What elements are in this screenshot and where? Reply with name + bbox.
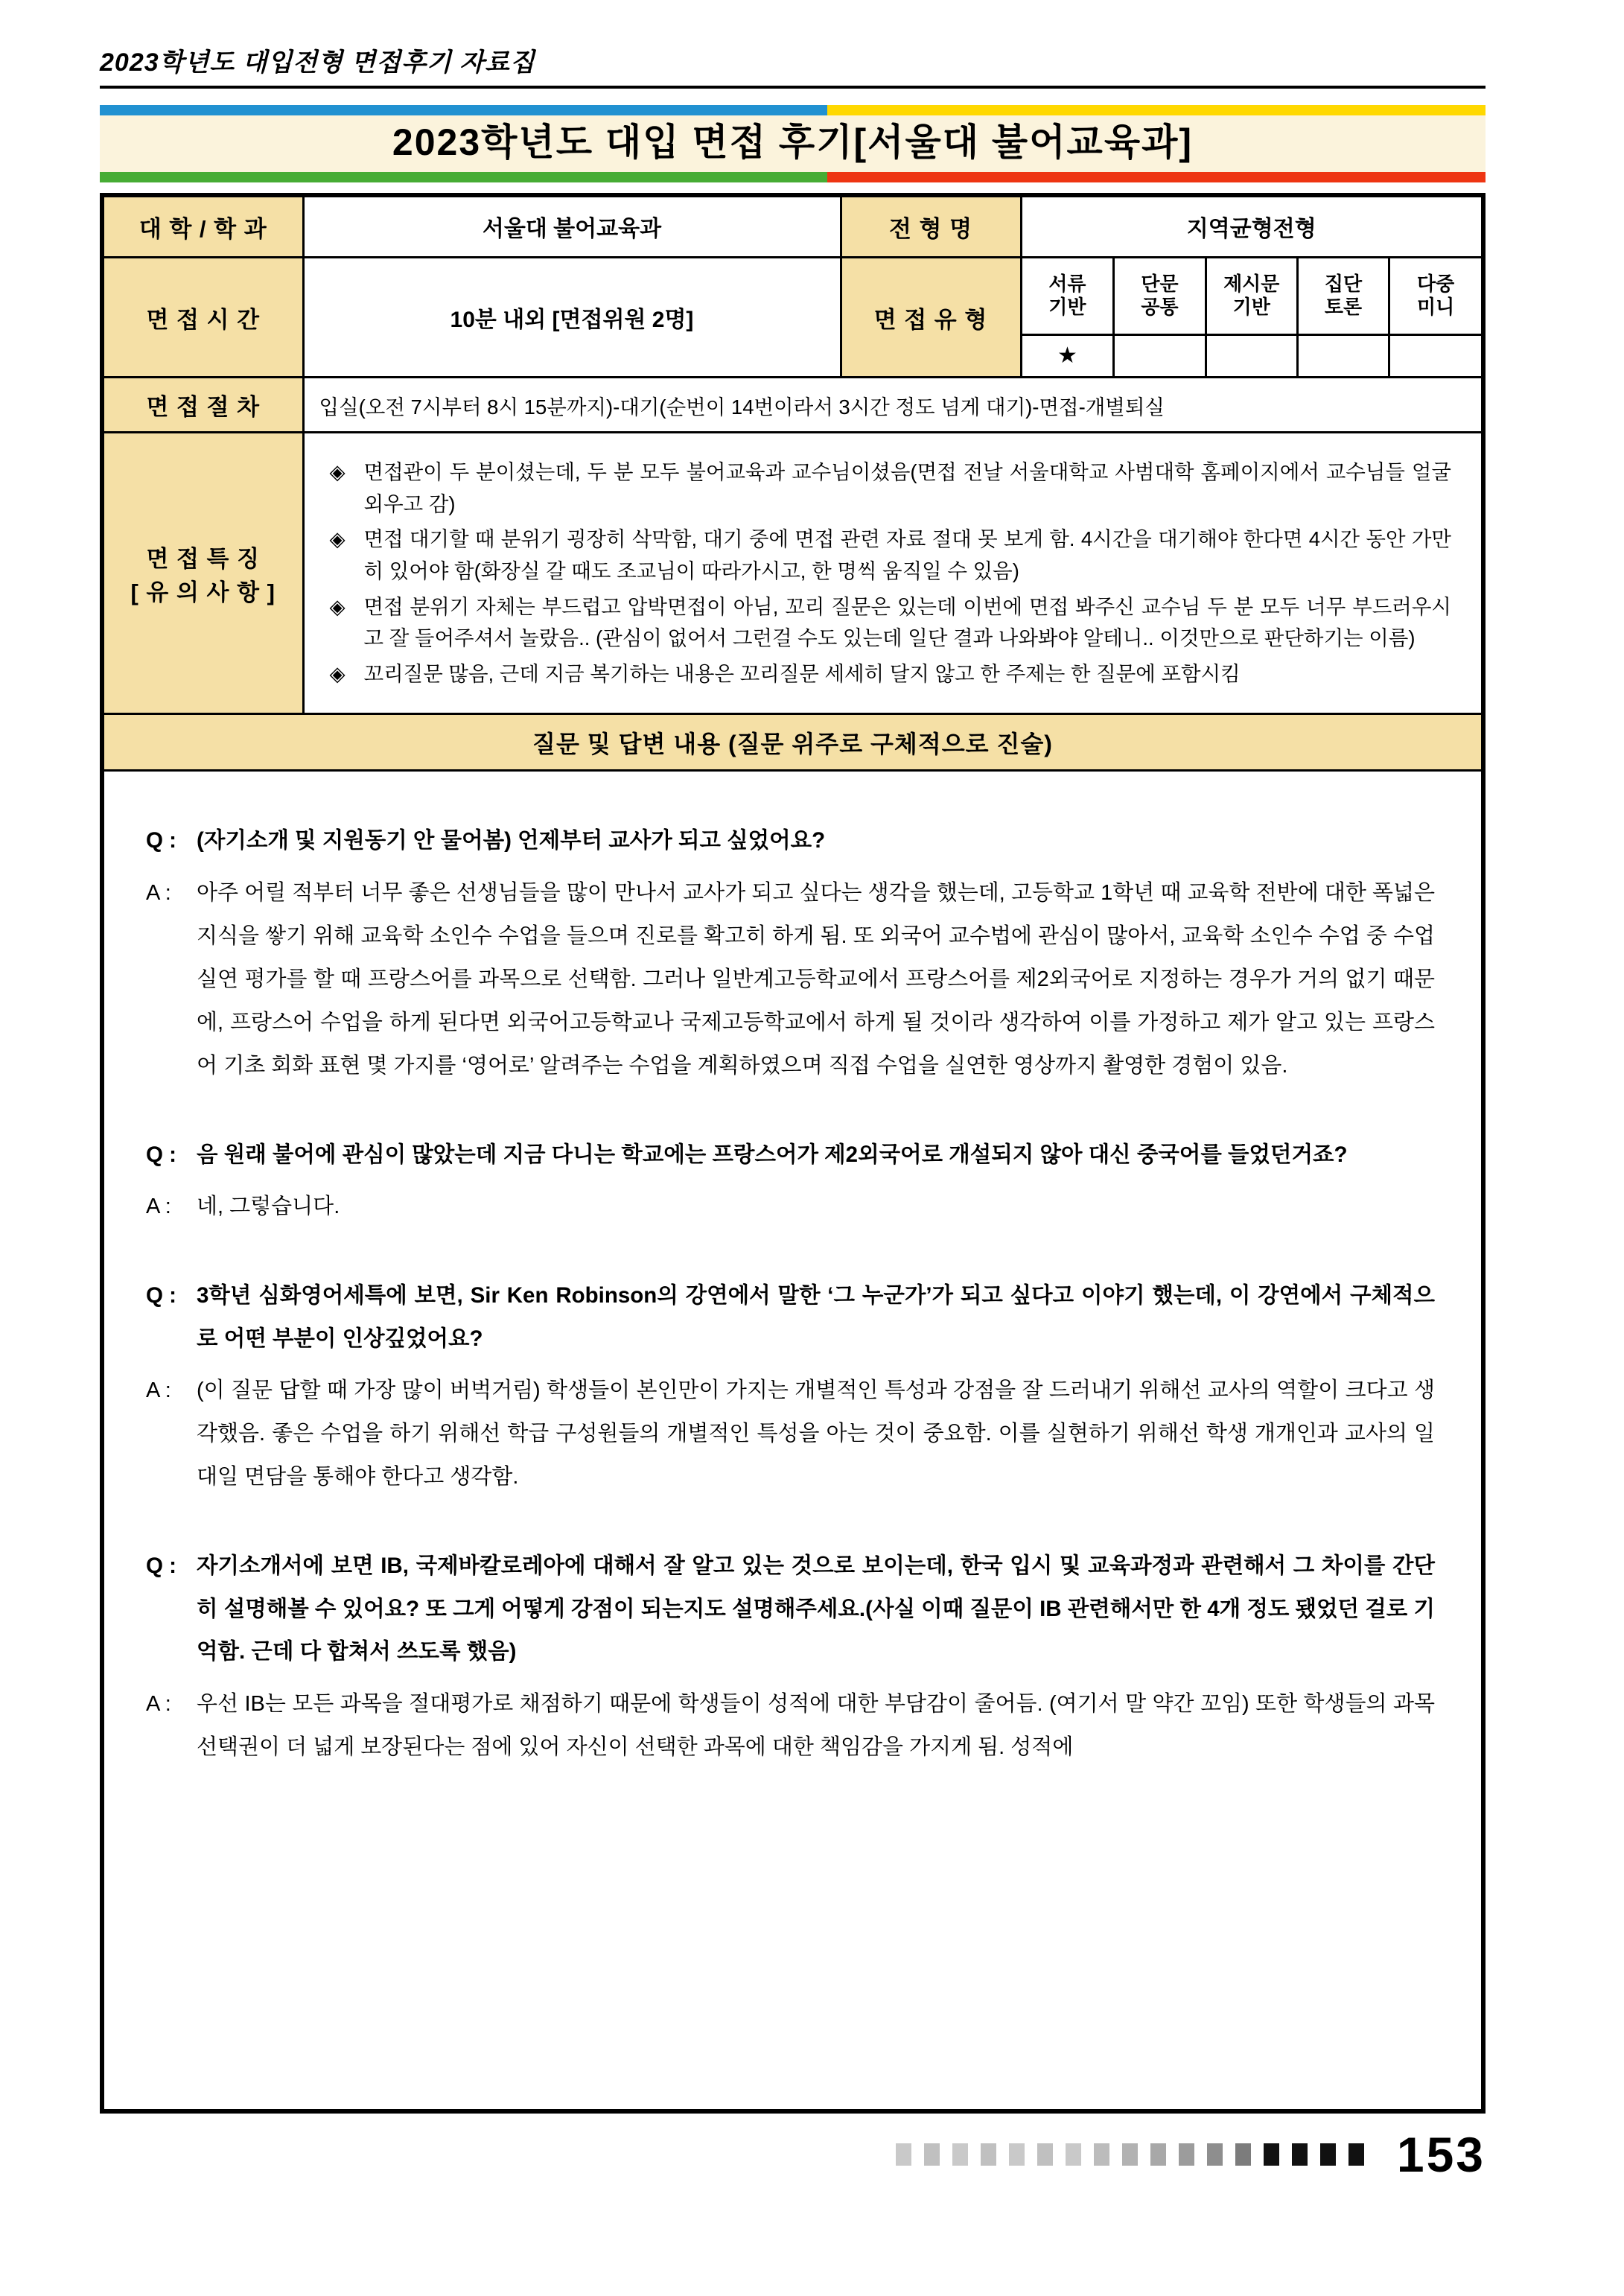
- admission-type-value: 지역균형전형: [1021, 195, 1483, 258]
- page-title: 2023학년도 대입 면접 후기[서울대 불어교육과]: [392, 121, 1194, 163]
- interview-time-value: 10분 내외 [면접위원 2명]: [303, 258, 841, 378]
- format-mark-passage-based: [1206, 334, 1297, 376]
- question-text: 자기소개서에 보면 IB, 국제바칼로레아에 대해서 잘 알고 있는 것으로 보이는데, 한국 입시 및 교육과정과 관련해서 그 차이를 간단히 설명해볼 수 있어요? 또 그게 어떻게 강점이 되는지도 설명해주세요.(사실 이때 질문이 IB 관련해서만 한 4개 정도 됐었던 걸로 기억함. 근데 다 합쳐서 쓰도록 했음): [197, 1554, 1435, 1664]
- format-options-header-row: [1022, 258, 1482, 334]
- footer-square: [1122, 2143, 1138, 2166]
- diamond-bullet-icon: ◈: [329, 661, 346, 685]
- footer-square: [1066, 2143, 1081, 2166]
- question-text: (자기소개 및 지원동기 안 물어봄) 언제부터 교사가 되고 싶었어요?: [197, 828, 826, 853]
- page-footer: [100, 2126, 1486, 2182]
- running-head: [100, 42, 1486, 89]
- banner-top-stripe: [100, 105, 1486, 115]
- question-prefix: Q :: [146, 1142, 176, 1167]
- answer-prefix: A :: [146, 1378, 171, 1403]
- interview-format-cell: [1021, 258, 1483, 378]
- answer-prefix: A :: [146, 880, 171, 905]
- question: [146, 1133, 1435, 1177]
- label-interview-time: 면 접 시 간: [102, 258, 303, 378]
- answer-prefix: A :: [146, 1195, 171, 1219]
- row-qa-body: [102, 771, 1483, 2111]
- question: [146, 819, 1435, 862]
- footer-square: [1320, 2143, 1336, 2166]
- answer: [146, 1682, 1435, 1769]
- format-option-group-discussion: 집단 토론: [1297, 258, 1389, 334]
- format-mark-doc-based: ★: [1057, 343, 1077, 369]
- row-features: [102, 433, 1483, 714]
- format-options-table: [1022, 258, 1482, 376]
- diamond-bullet-icon: ◈: [329, 527, 346, 551]
- footer-square: [1094, 2143, 1109, 2166]
- answer: [146, 1185, 1435, 1228]
- department-value: 서울대 불어교육과: [303, 195, 841, 258]
- footer-square: [981, 2143, 996, 2166]
- label-features-line2: [ 유 의 사 항 ]: [130, 579, 276, 605]
- row-qa-header: [102, 714, 1483, 771]
- format-mark-group-discussion: [1297, 334, 1389, 376]
- features-list: [303, 433, 1483, 714]
- format-option-doc-based: 서류 기반: [1022, 258, 1114, 334]
- row-interview-time: [102, 258, 1483, 378]
- answer-text: 아주 어릴 적부터 너무 좋은 선생님들을 많이 만나서 교사가 되고 싶다는 생각을 했는데, 고등학교 1학년 때 교육학 전반에 대한 폭넓은 지식을 쌓기 위해 교육학 소인수 수업을 들으며 진로를 확고히 하게 됨. 또 외국어 교수법에 관심이 많아서, 교육학 소인수 수업 중 수업실연 평가를 할 때 프랑스어를 과목으로 선택함. 그러나 일반계고등학교에서 프랑스어를 제2외국어로 지정하는 경우가 거의 없기 때문에, 프랑스어 수업을 하게 된다면 외국어고등학교나 국제고등학교에서 하게 될 것이라 생각하여 이를 가정하고 제가 알고 있는 프랑스어 기초 회화 표현 몇 가지를 ‘영어로’ 알려주는 수업을 계획하였으며 직접 수업을 실연한 영상까지 촬영한 경험이 있음.: [197, 880, 1435, 1078]
- banner-stripe-blue: [100, 105, 827, 115]
- label-features-line1: 면 접 특 징: [146, 545, 261, 572]
- running-head-title: 2023학년도 대입전형 면접후기 자료집: [100, 48, 535, 77]
- banner-stripe-yellow: [827, 105, 1486, 115]
- label-department: 대 학 / 학 과: [102, 195, 303, 258]
- title-banner: [100, 105, 1486, 182]
- label-features: [102, 433, 303, 714]
- format-option-multi-mini: 다중 미니: [1389, 258, 1481, 334]
- feature-text: 면접 분위기 자체는 부드럽고 압박면접이 아님, 꼬리 질문은 있는데 이번에 면접 봐주신 교수님 두 분 모두 너무 부드러우시고 잘 들어주셔서 놀랐음.. (관심이 없어서 그런걸 수도 있는데 일단 결과 나와봐야 알테니.. 이것만으로 판단하기는 이름): [363, 594, 1451, 650]
- feature-item: [330, 591, 1452, 655]
- question-prefix: Q :: [146, 1283, 176, 1308]
- question-prefix: Q :: [146, 1554, 176, 1579]
- diamond-bullet-icon: ◈: [329, 594, 346, 618]
- format-option-short-common: 단문 공통: [1114, 258, 1206, 334]
- qa-block: [146, 1133, 1435, 1229]
- row-procedure: [102, 378, 1483, 433]
- banner-bottom-stripe: [100, 172, 1486, 182]
- banner-middle: [100, 115, 1486, 172]
- banner-stripe-green: [100, 172, 827, 182]
- feature-text: 면접 대기할 때 분위기 굉장히 삭막함, 대기 중에 면접 관련 자료 절대 못 보게 함. 4시간을 대기해야 한다면 4시간 동안 가만히 있어야 함(화장실 갈 때도 조교님이 따라가시고, 한 명씩 움직일 수 있음): [363, 527, 1451, 582]
- footer-square: [1037, 2143, 1053, 2166]
- footer-square: [1292, 2143, 1308, 2166]
- footer-square: [952, 2143, 968, 2166]
- question-text: 3학년 심화영어세특에 보면, Sir Ken Robinson의 강연에서 말한 ‘그 누군가’가 되고 싶다고 이야기 했는데, 이 강연에서 구체적으로 어떤 부분이 인상깊었어요?: [197, 1283, 1435, 1351]
- question-text: 음 원래 불어에 관심이 많았는데 지금 다니는 학교에는 프랑스어가 제2외국어로 개설되지 않아 대신 중국어를 들었던거죠?: [197, 1142, 1348, 1167]
- diamond-bullet-icon: ◈: [329, 460, 346, 483]
- footer-square: [1150, 2143, 1166, 2166]
- qa-section-title: 질문 및 답변 내용 (질문 위주로 구체적으로 진술): [102, 714, 1483, 771]
- feature-item: [330, 524, 1452, 587]
- answer-prefix: A :: [146, 1691, 171, 1716]
- feature-item: [330, 658, 1452, 690]
- format-mark-multi-mini: [1389, 334, 1481, 376]
- format-options-mark-row: [1022, 334, 1482, 376]
- feature-item: [330, 457, 1452, 520]
- footer-squares: [896, 2143, 1364, 2166]
- footer-square: [1264, 2143, 1279, 2166]
- footer-square: [1207, 2143, 1223, 2166]
- interview-info-table: [100, 193, 1486, 2114]
- footer-square: [1179, 2143, 1194, 2166]
- footer-square: [1348, 2143, 1364, 2166]
- answer: [146, 1369, 1435, 1498]
- qa-content: [104, 772, 1481, 1769]
- qa-section-body: [102, 771, 1483, 2111]
- page-number: 153: [1396, 2126, 1486, 2182]
- footer-square: [896, 2143, 911, 2166]
- banner-stripe-red: [827, 172, 1486, 182]
- answer: [146, 871, 1435, 1087]
- answer-text: (이 질문 답할 때 가장 많이 버벅거림) 학생들이 본인만이 가지는 개별적인 특성과 강점을 잘 드러내기 위해선 교사의 역할이 크다고 생각했음. 좋은 수업을 하기 위해선 학급 구성원들의 개별적인 특성을 아는 것이 중요함. 이를 실현하기 위해선 학생 개개인과 교사의 일대일 면담을 통해야 한다고 생각함.: [197, 1378, 1435, 1489]
- feature-text: 면접관이 두 분이셨는데, 두 분 모두 불어교육과 교수님이셨음(면접 전날 서울대학교 사범대학 홈페이지에서 교수님들 얼굴 외우고 감): [363, 460, 1451, 515]
- footer-square: [1235, 2143, 1251, 2166]
- label-procedure: 면 접 절 차: [102, 378, 303, 433]
- procedure-value: 입실(오전 7시부터 8시 15분까지)-대기(순번이 14번이라서 3시간 정도 넘게 대기)-면접-개별퇴실: [303, 378, 1483, 433]
- format-option-passage-based: 제시문 기반: [1206, 258, 1297, 334]
- footer-square: [924, 2143, 940, 2166]
- qa-block: [146, 1545, 1435, 1769]
- question-prefix: Q :: [146, 828, 176, 853]
- answer-text: 네, 그렇습니다.: [197, 1195, 340, 1219]
- question: [146, 1545, 1435, 1673]
- format-mark-short-common: [1114, 334, 1206, 376]
- qa-block: [146, 1274, 1435, 1498]
- feature-text: 꼬리질문 많음, 근데 지금 복기하는 내용은 꼬리질문 세세히 달지 않고 한 주제는 한 질문에 포함시킴: [363, 661, 1241, 685]
- label-interview-format: 면 접 유 형: [841, 258, 1021, 378]
- answer-text: 우선 IB는 모든 과목을 절대평가로 채점하기 때문에 학생들이 성적에 대한 부담감이 줄어듬. (여기서 말 약간 꼬임) 또한 학생들의 과목 선택권이 더 넓게 보장된다는 점에 있어 자신이 선택한 과목에 대한 책임감을 가지게 됨. 성적에: [197, 1691, 1435, 1759]
- label-admission-type: 전 형 명: [841, 195, 1021, 258]
- qa-block: [146, 819, 1435, 1087]
- row-department: [102, 195, 1483, 258]
- question: [146, 1274, 1435, 1360]
- footer-square: [1009, 2143, 1025, 2166]
